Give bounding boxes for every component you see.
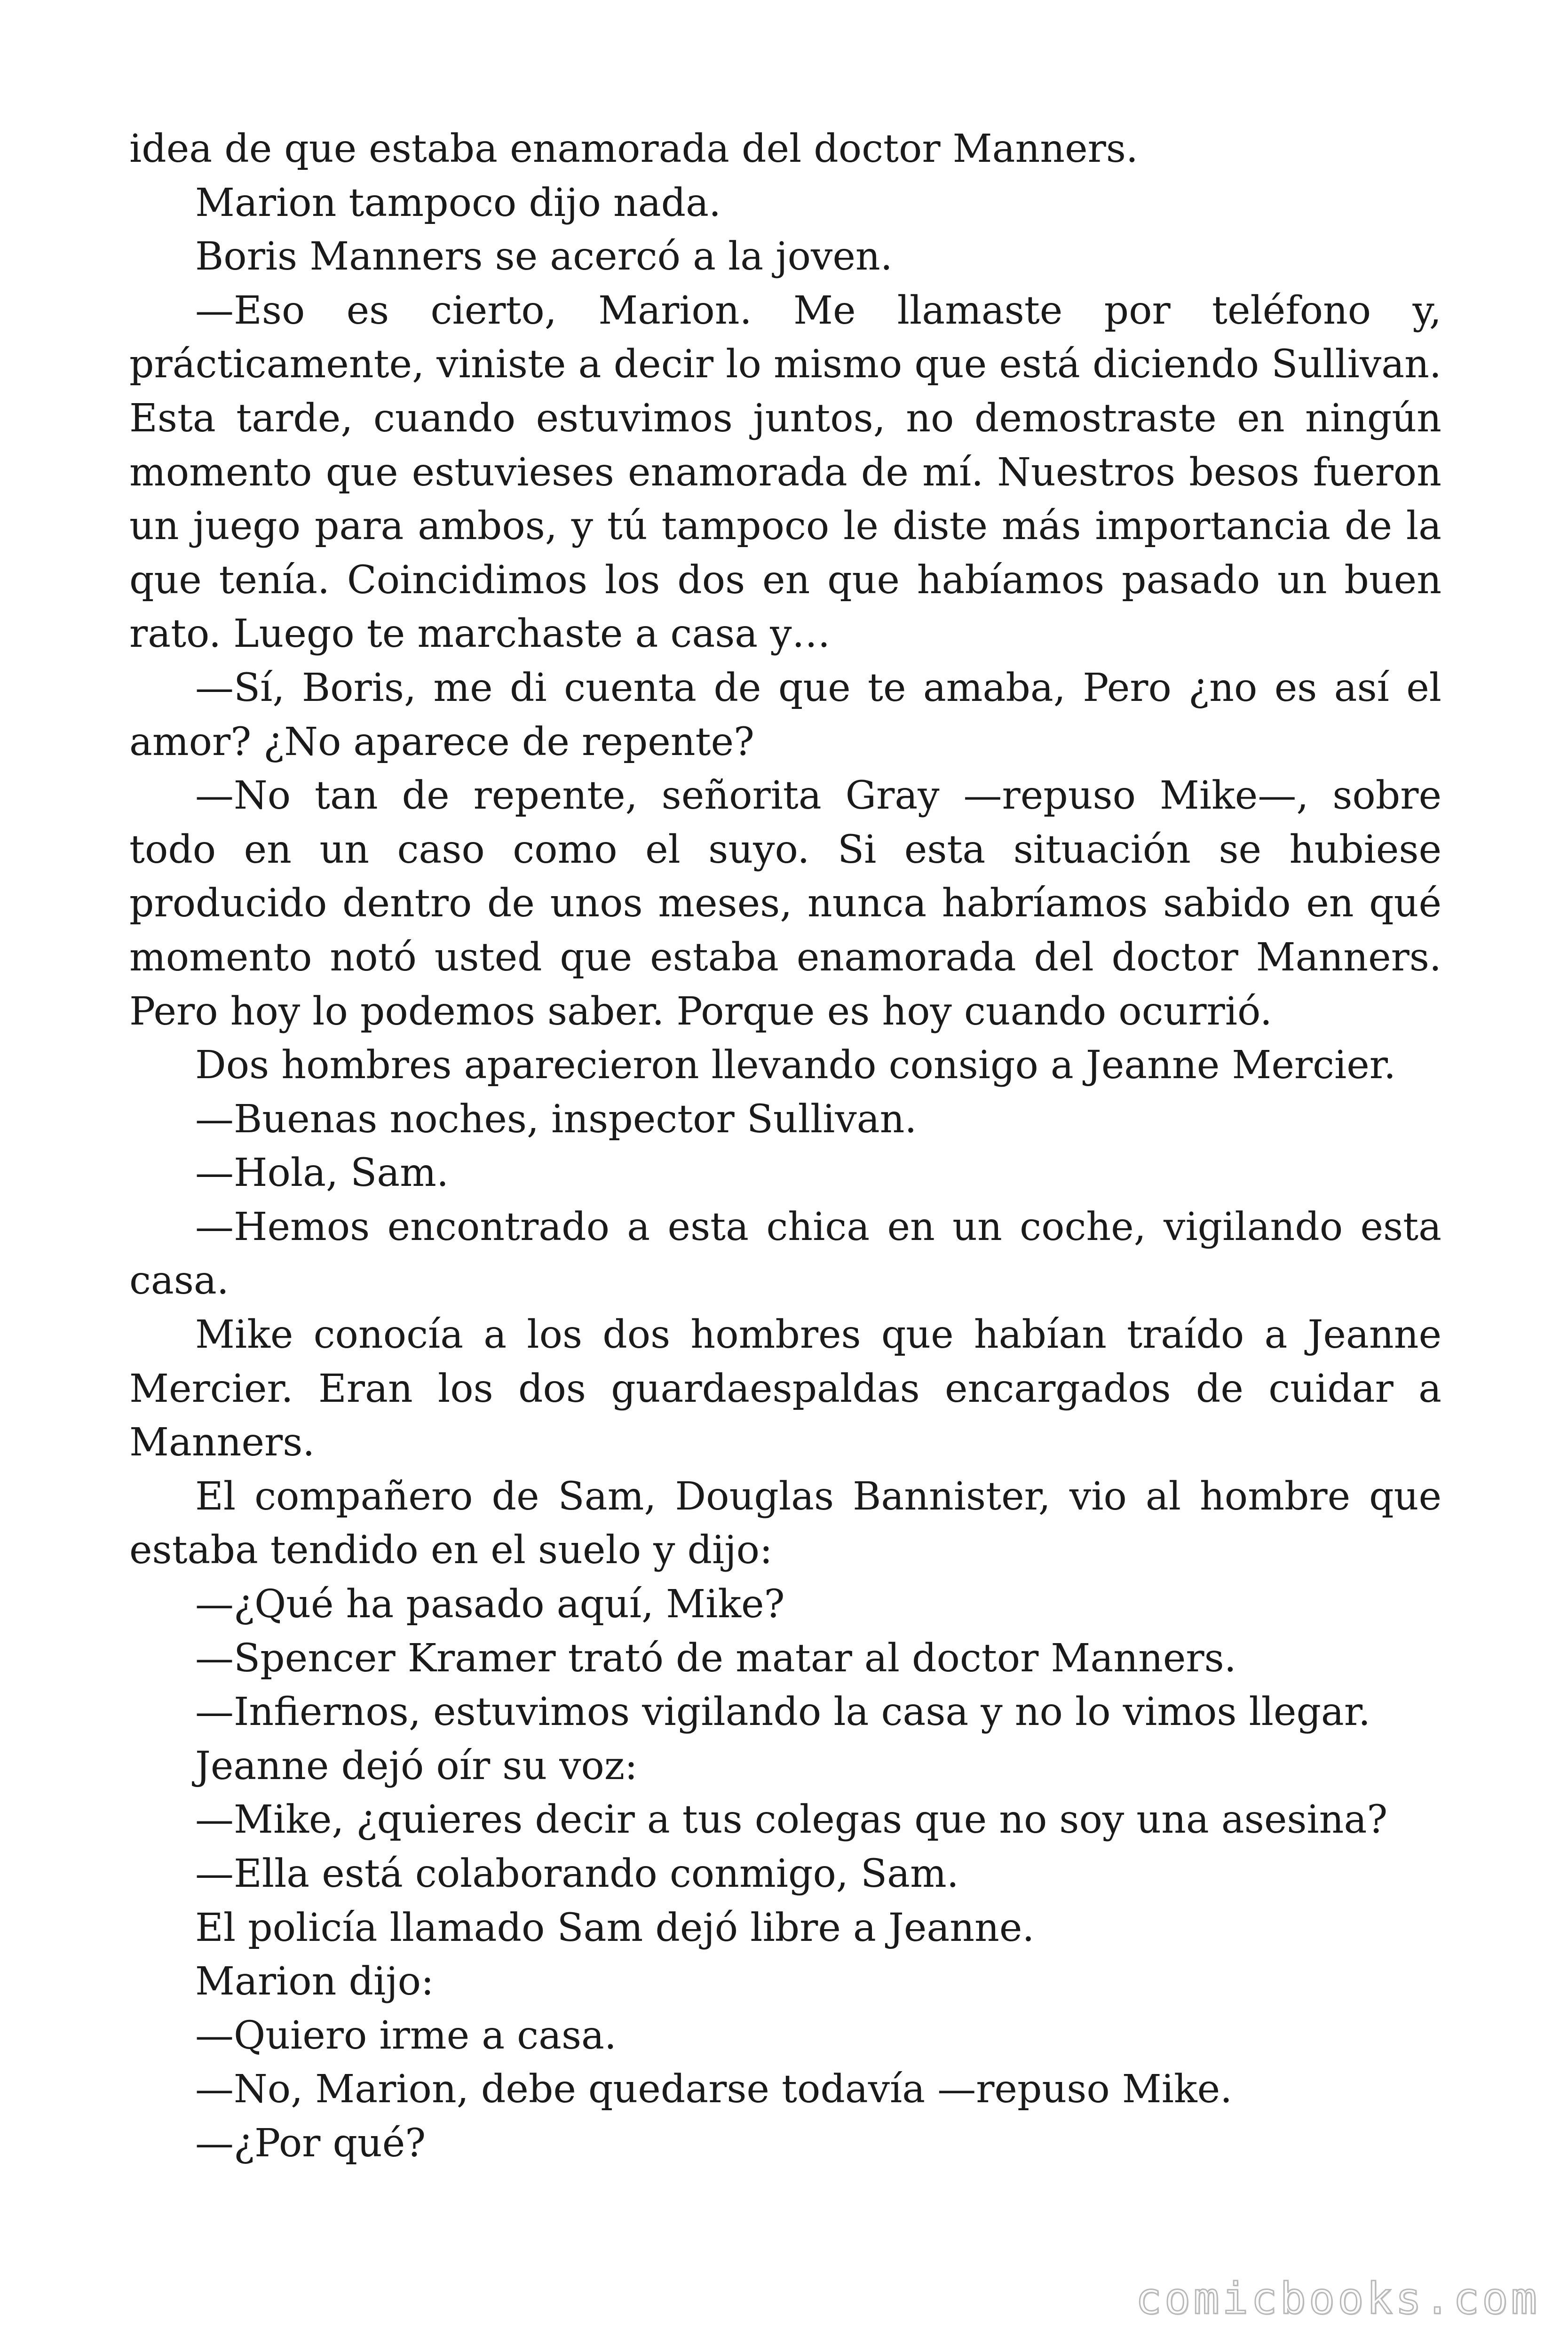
paragraph: —Infiernos, estuvimos vigilando la casa y no lo vimos llegar.: [195, 1690, 1371, 1735]
watermark: comicbooks.com: [1135, 2273, 1540, 2324]
paragraph: El policía llamado Sam dejó libre a Jeanne.: [195, 1905, 1035, 1950]
paragraph: —Hola, Sam.: [195, 1151, 449, 1196]
paragraph: Jeanne dejó oír su voz:: [195, 1743, 638, 1788]
paragraph: —¿Qué ha pasado aquí, Mike?: [195, 1582, 785, 1627]
paragraph: —Sí, Boris, me di cuenta de que te amaba, Pero ¿no es así el amor? ¿No aparece de repente?: [129, 665, 1441, 764]
paragraph: —Mike, ¿quieres decir a tus colegas que no soy una asesina?: [195, 1797, 1388, 1843]
paragraph: Marion dijo:: [195, 1959, 434, 2004]
paragraph: —Hemos encontrado a esta chica en un coche, vigilando esta casa.: [129, 1204, 1441, 1303]
paragraph: —No, Marion, debe quedarse todavía —repuso Mike.: [195, 2067, 1233, 2112]
paragraph: —Ella está colaborando conmigo, Sam.: [195, 1851, 959, 1896]
paragraph: —Eso es cierto, Marion. Me llamaste por teléfono y, prácticamente, viniste a decir lo mismo que está diciendo Sullivan. Esta tarde, cuando estuvimos juntos, no demostraste en ningún momento que estuvieses enamorada de mí. Nuestros besos fueron un juego para ambos, y tú tampoco le diste más importancia de la que tenía. Coincidimos los dos en que habíamos pasado un buen rato. Luego te marchaste a casa y…: [129, 288, 1441, 657]
paragraph: —¿Por qué?: [195, 2121, 426, 2166]
paragraph: Boris Manners se acercó a la joven.: [195, 234, 893, 279]
paragraph: El compañero de Sam, Douglas Bannister, vio al hombre que estaba tendido en el suelo y dijo:: [129, 1474, 1441, 1573]
book-page-text: [129, 122, 1441, 2171]
paragraph-continuation: idea de que estaba enamorada del doctor Manners.: [129, 127, 1138, 171]
paragraph: —Quiero irme a casa.: [195, 2013, 617, 2058]
paragraph: —Buenas noches, inspector Sullivan.: [195, 1097, 917, 1142]
paragraph: —No tan de repente, señorita Gray —repuso Mike—, sobre todo en un caso como el suyo. Si esta situación se hubiese producido dentro de unos meses, nunca habríamos sabido en qué momento notó usted que estaba enamorada del doctor Manners. Pero hoy lo podemos saber. Porque es hoy cuando ocurrió.: [129, 773, 1441, 1034]
paragraph: Marion tampoco dijo nada.: [195, 180, 721, 225]
paragraph: —Spencer Kramer trató de matar al doctor Manners.: [195, 1636, 1236, 1681]
paragraph: Dos hombres aparecieron llevando consigo a Jeanne Mercier.: [195, 1043, 1396, 1088]
paragraph: Mike conocía a los dos hombres que habían traído a Jeanne Mercier. Eran los dos guardaespaldas encargados de cuidar a Manners.: [129, 1312, 1441, 1465]
